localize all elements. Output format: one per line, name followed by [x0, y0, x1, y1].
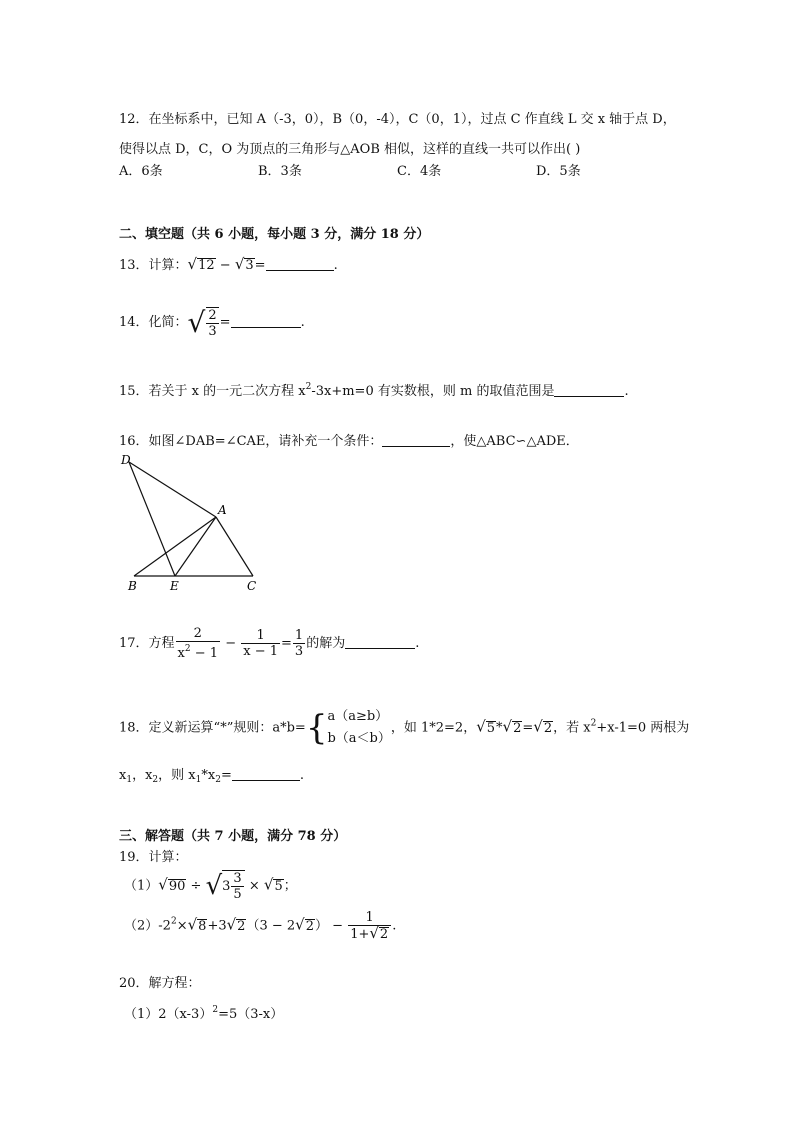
q13-radicand-1: 12 — [198, 258, 215, 273]
q19-p1-mixed — [222, 870, 245, 902]
q19-p2-radicand-2b: 2 — [305, 918, 314, 934]
q19-part1 — [124, 870, 297, 902]
label-c: C — [247, 579, 257, 593]
q18-line2-b: ，x — [132, 768, 153, 783]
q19-p2-paren-a: （3 − 2 — [246, 918, 296, 934]
q19-p2-label: （2） — [124, 918, 159, 934]
q19-p1-whole: 3 — [222, 879, 231, 894]
q12-line2: 使得以点 D，C，O 为顶点的三角形与△AOB 相似，这样的直线一共可以作出( ) — [119, 142, 581, 157]
q19-p1-den: 5 — [233, 887, 242, 902]
q19-p2-times: × — [176, 918, 188, 934]
q18-mid-c: +x-1=0 两根为 — [596, 720, 690, 736]
q17-f2-den: x − 1 — [243, 644, 278, 659]
q18-sub3: 1 — [195, 775, 202, 785]
q19-part2 — [124, 910, 396, 942]
q19-p1-end: ； — [283, 878, 297, 894]
q17-f1-den-b: − 1 — [190, 646, 219, 661]
q17-f3-den: 3 — [294, 644, 304, 659]
q20-p1-sup: 2 — [212, 1005, 219, 1015]
q14-answer-blank[interactable] — [231, 313, 301, 328]
q18-sup: 2 — [590, 718, 597, 729]
q14-fraction — [206, 307, 218, 339]
q19-p2-radicand-2: 2 — [237, 918, 246, 934]
q18-line2 — [119, 764, 304, 785]
left-brace-icon: { — [305, 708, 328, 748]
section2-title: 二、填空题（共 6 小题，每小题 3 分，满分 18 分） — [119, 227, 430, 242]
q15-end: . — [624, 384, 629, 399]
triangle-figure — [112, 450, 272, 596]
q14-equals: = — [219, 315, 231, 330]
radical-icon: √ — [295, 915, 305, 934]
radical-icon: √ — [205, 871, 223, 901]
q18-radicand-2b: 2 — [543, 720, 553, 736]
q19-p2-radicand-8: 8 — [198, 918, 207, 934]
q18-line1 — [119, 706, 689, 750]
q13-radicand-2: 3 — [245, 258, 254, 273]
q19-p2-a: -2 — [158, 918, 171, 934]
q18-answer-blank[interactable] — [232, 766, 300, 781]
q14-denominator: 3 — [208, 323, 217, 339]
q17-minus: − — [221, 636, 241, 651]
q19-p2-plus: +3 — [207, 918, 227, 934]
segment-da — [129, 462, 216, 517]
q18-eq: = — [522, 720, 534, 736]
radical-icon: √ — [226, 915, 237, 934]
q15-text-a: 15．若关于 x 的一元二次方程 x — [119, 384, 306, 399]
q18-line2-a: x — [119, 768, 127, 783]
radical-icon: √ — [234, 255, 245, 273]
q13 — [119, 254, 338, 273]
q18-line2-d: *x — [201, 768, 216, 783]
q13-prefix: 13．计算： — [119, 258, 188, 273]
q18-star: * — [496, 720, 503, 736]
q14-prefix: 14．化简： — [119, 315, 188, 330]
q18-radicand-2a: 2 — [513, 720, 522, 736]
q17-f1-den-a: x — [177, 646, 185, 661]
q15-text-b: -3x+m=0 有实数根，则 m 的取值范围是 — [311, 384, 555, 399]
radical-icon: √ — [502, 717, 513, 736]
q18-radicand-5: 5 — [486, 720, 496, 736]
label-e: E — [170, 579, 179, 593]
q19-p1-radicand-90: 90 — [168, 878, 186, 894]
q19-p2-paren-b: ） — [315, 918, 329, 934]
q18-mid-b: ，若 x — [553, 720, 591, 736]
q12-option-a: A．6条 — [119, 164, 163, 179]
q14-end: . — [300, 315, 305, 330]
q12-option-d: D．5条 — [536, 164, 581, 179]
radical-icon: √ — [476, 717, 486, 736]
q17-equals: = — [281, 636, 292, 651]
q13-answer-blank[interactable] — [266, 256, 334, 271]
q19-p1-radicand-5: 5 — [274, 878, 283, 894]
q19-p1-label: （1） — [124, 878, 159, 894]
q12-option-c: C．4条 — [397, 164, 442, 179]
q16-text-b: ，使△ABC∽△ADE． — [450, 434, 579, 449]
q20-p1-a: 2（x-3） — [158, 1007, 213, 1022]
q17-f1-num: 2 — [176, 626, 221, 642]
q19-p1-times: × — [244, 878, 264, 894]
q16-text-a: 16．如图∠DAB=∠CAE，请补充一个条件： — [119, 434, 383, 449]
q16-answer-blank[interactable] — [382, 432, 450, 447]
q18-prefix: 18．定义新运算“*”规则：a*b= — [119, 720, 306, 736]
q15 — [119, 380, 629, 399]
q17 — [119, 626, 419, 661]
q16 — [119, 430, 579, 449]
q18-case-2: b（a＜b） — [327, 731, 391, 746]
label-d: D — [121, 453, 131, 467]
label-a: A — [218, 503, 227, 517]
q17-end: . — [415, 636, 420, 651]
q13-end: . — [333, 258, 338, 273]
segment-ab — [134, 517, 216, 576]
q18-sub2: 2 — [152, 775, 159, 785]
q12-option-b: B．3条 — [258, 164, 302, 179]
q18-sub4: 2 — [215, 775, 221, 785]
q20-p1-b: =5（3-x） — [218, 1007, 284, 1022]
q19-p2-end: . — [392, 918, 397, 934]
q19-p2-fraction — [348, 910, 391, 942]
radical-icon: √ — [187, 306, 206, 339]
q19-p1-div: ÷ — [186, 878, 206, 894]
segment-ac — [216, 517, 253, 576]
q19-p1-num: 3 — [233, 871, 242, 886]
q17-prefix: 17．方程 — [119, 636, 175, 651]
q20-title: 20．解方程： — [119, 976, 201, 991]
q19-p2-minus: − — [328, 918, 348, 934]
q13-minus: − — [215, 258, 235, 273]
q18-line2-e: = — [220, 768, 232, 783]
q19-p2-den-radicand: 2 — [379, 927, 389, 942]
q18-line2-c: ，则 x — [158, 768, 196, 783]
q18-sub1: 1 — [126, 775, 133, 785]
q12-line1: 12．在坐标系中，已知 A（-3，0），B（0，-4），C（0，1），过点 C 作直线 L 交 x 轴于点 D， — [119, 112, 676, 127]
q17-suffix: 的解为 — [306, 636, 346, 651]
q17-f1-den-sup: 2 — [184, 644, 191, 654]
q14 — [119, 306, 305, 339]
label-b: B — [128, 579, 137, 593]
q20-p1-label: （1） — [124, 1007, 159, 1022]
q19-p2-sup: 2 — [170, 916, 177, 927]
q17-f3-num: 1 — [294, 628, 304, 643]
q19-title: 19．计算： — [119, 850, 188, 865]
radical-icon: √ — [158, 875, 168, 894]
section3-title: 三、解答题（共 7 小题，满分 78 分） — [119, 829, 347, 844]
q17-fraction-3 — [293, 628, 305, 659]
q17-fraction-2 — [241, 628, 280, 659]
radical-icon: √ — [533, 717, 543, 736]
q17-answer-blank[interactable] — [345, 634, 415, 649]
radical-icon: √ — [187, 915, 198, 934]
q14-numerator: 2 — [208, 307, 217, 323]
radical-icon: √ — [187, 255, 198, 273]
q18-end: . — [299, 768, 304, 783]
q13-equals: = — [254, 258, 266, 273]
q15-answer-blank[interactable] — [554, 382, 624, 397]
q18-mid-a: ，如 1*2=2， — [390, 720, 477, 736]
q17-fraction-1 — [176, 626, 221, 661]
q18-case-1: a（a≥b） — [327, 709, 389, 724]
q20-part1 — [124, 1003, 283, 1022]
segment-ae — [175, 517, 216, 576]
radical-icon: √ — [263, 875, 274, 894]
q15-sup: 2 — [305, 382, 312, 392]
q17-f2-num: 1 — [241, 628, 280, 644]
q19-p2-den-a: 1+ — [350, 927, 370, 942]
radical-icon: √ — [369, 924, 379, 942]
segment-de — [129, 462, 175, 576]
q19-p2-num: 1 — [348, 910, 391, 926]
q18-cases — [327, 706, 390, 750]
